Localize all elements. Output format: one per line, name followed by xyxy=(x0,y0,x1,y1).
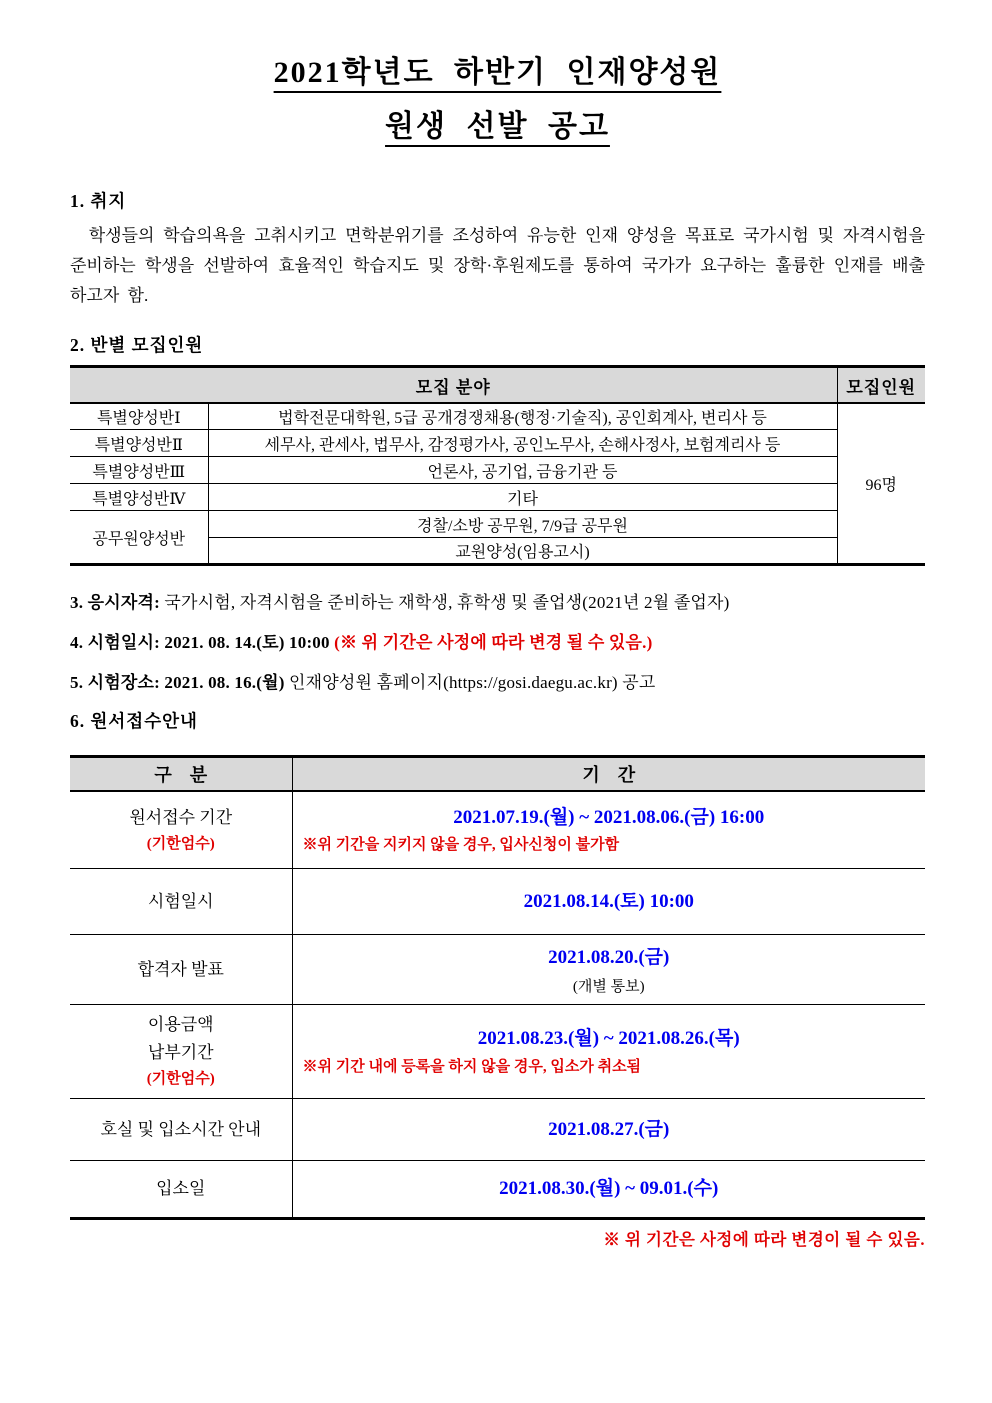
period-note: ※위 기간 내에 등록을 하지 않을 경우, 입소가 취소됨 xyxy=(302,1058,642,1075)
class-name-cell: 특별양성반Ⅰ xyxy=(70,403,208,430)
field-cell: 언론사, 공기업, 금융기관 등 xyxy=(208,457,837,484)
period-subnote: (개별 통보) xyxy=(572,978,645,995)
row-label-line2: 납부기간 xyxy=(147,1043,214,1063)
purpose-paragraph: 학생들의 학습의욕을 고취시키고 면학분위기를 조성하여 유능한 인재 양성을 목표로 국가시험 및 자격시험을 준비하는 학생을 선발하여 효율적인 학습지도 및 장학·후원제도를 통하여 국가가 요구하는 훌륭한 인재를 배출하고자 함. xyxy=(70,226,925,305)
exam-date-label: 4. 시험일시: xyxy=(70,633,160,653)
item-exam-date xyxy=(70,628,925,653)
page-title xyxy=(70,58,925,142)
schedule-header-row xyxy=(70,757,925,791)
eligibility-label: 3. 응시자격: xyxy=(70,593,160,613)
exam-place-value: 2021. 08. 16.(월) xyxy=(159,673,285,693)
section-purpose xyxy=(70,188,925,310)
schedule-table xyxy=(70,755,925,1220)
exam-place-label: 5. 시험장소: xyxy=(70,673,160,693)
item-eligibility xyxy=(70,588,925,613)
label-cell xyxy=(70,791,292,869)
table-row-exam-datetime xyxy=(70,869,925,935)
period-value: 2021.08.27.(금) xyxy=(548,1118,670,1140)
field-cell: 법학전문대학원, 5급 공개경쟁채용(행정·기술직), 공인회계사, 변리사 등 xyxy=(208,403,837,430)
recruitment-heading: 2. 반별 모집인원 xyxy=(70,335,204,356)
label-cell: 시험일시 xyxy=(70,869,292,935)
class-name-cell: 특별양성반Ⅲ xyxy=(70,457,208,484)
period-value: 2021.08.20.(금) xyxy=(548,947,670,968)
table-row-room-guide xyxy=(70,1099,925,1161)
table-row xyxy=(70,484,925,511)
section-items xyxy=(70,588,925,733)
field-cell: 교원양성(임용고시) xyxy=(208,538,837,565)
schedule-header-period: 기 간 xyxy=(292,757,925,791)
field-cell: 세무사, 관세사, 법무사, 감정평가사, 공인노무사, 손해사정사, 보험계리사 등 xyxy=(208,430,837,457)
period-cell xyxy=(292,1161,925,1219)
period-value: 2021.08.30.(월) ~ 09.01.(수) xyxy=(499,1178,719,1199)
period-cell xyxy=(292,935,925,1005)
deadline-warning-label: (기한엄수) xyxy=(146,835,215,852)
class-name-cell: 특별양성반Ⅱ xyxy=(70,430,208,457)
recruit-header-field: 모집 분야 xyxy=(70,367,837,403)
table-row-pass-announcement xyxy=(70,935,925,1005)
item-exam-place xyxy=(70,668,925,693)
period-note: ※위 기간을 지키지 않을 경우, 입사신청이 불가함 xyxy=(302,837,620,853)
table-row-application-period xyxy=(70,791,925,869)
table-row xyxy=(70,457,925,484)
schedule-change-notice: ※ 위 기간은 사정에 따라 변경이 될 수 있음. xyxy=(603,1230,925,1250)
application-heading: 6. 원서접수안내 xyxy=(70,711,198,732)
exam-place-text: 인재양성원 홈페이지(https://gosi.daegu.ac.kr) 공고 xyxy=(284,673,656,693)
period-cell xyxy=(292,1099,925,1161)
table-row xyxy=(70,511,925,538)
table-row-entrance-date xyxy=(70,1161,925,1219)
section-schedule xyxy=(70,755,925,1250)
period-value: 2021.07.19.(월) ~ 2021.08.06.(금) 16:00 xyxy=(453,806,765,828)
page-title-line1: 2021학년도 하반기 인재양성원 xyxy=(273,56,722,89)
recruit-header-count: 모집인원 xyxy=(837,367,925,403)
period-cell xyxy=(292,1005,925,1099)
recruitment-table xyxy=(70,365,925,566)
table-row xyxy=(70,430,925,457)
class-name-cell: 특별양성반Ⅳ xyxy=(70,484,208,511)
recruit-header-row xyxy=(70,367,925,403)
eligibility-text: 국가시험, 자격시험을 준비하는 재학생, 휴학생 및 졸업생(2021년 2월 졸업자) xyxy=(159,593,730,613)
row-label: 원서접수 기간 xyxy=(129,807,233,827)
schedule-header-category: 구 분 xyxy=(70,757,292,791)
period-cell xyxy=(292,791,925,869)
page-title-line2: 원생 선발 공고 xyxy=(385,110,610,143)
deadline-warning-label: (기한엄수) xyxy=(146,1071,215,1088)
row-label-line1: 이용금액 xyxy=(147,1015,214,1035)
label-cell: 입소일 xyxy=(70,1161,292,1219)
class-name-cell: 공무원양성반 xyxy=(70,511,208,565)
exam-date-note: (※ 위 기간은 사정에 따라 변경 될 수 있음.) xyxy=(334,633,653,653)
field-cell: 기타 xyxy=(208,484,837,511)
section-recruitment xyxy=(70,332,925,566)
period-value: 2021.08.14.(토) 10:00 xyxy=(523,890,694,912)
field-cell: 경찰/소방 공무원, 7/9급 공무원 xyxy=(208,511,837,538)
label-cell: 호실 및 입소시간 안내 xyxy=(70,1099,292,1161)
purpose-heading: 1. 취지 xyxy=(70,191,127,211)
table-row-payment-period xyxy=(70,1005,925,1099)
table-row xyxy=(70,403,925,430)
label-cell: 합격자 발표 xyxy=(70,935,292,1005)
exam-date-value: 2021. 08. 14.(토) 10:00 xyxy=(159,633,335,653)
period-value: 2021.08.23.(월) ~ 2021.08.26.(목) xyxy=(477,1028,740,1050)
label-cell xyxy=(70,1005,292,1099)
total-count-cell: 96명 xyxy=(837,403,925,565)
period-cell xyxy=(292,869,925,935)
